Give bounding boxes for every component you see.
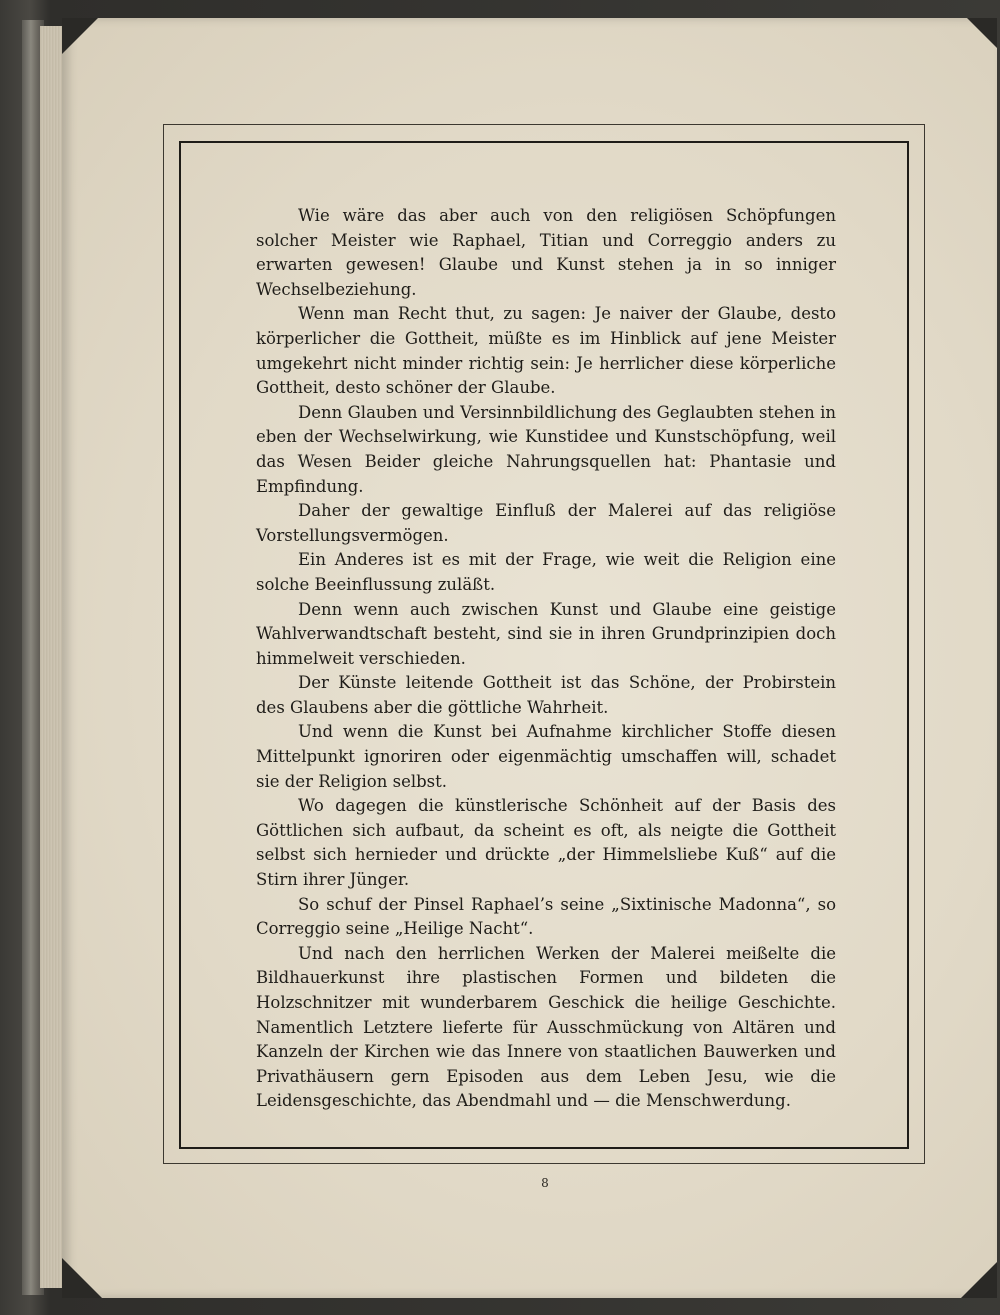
corner-protector-top-left bbox=[62, 18, 98, 54]
paragraph: Und wenn die Kunst bei Aufnahme kirchlicher Stoffe diesen Mittelpunkt ignoriren oder eigenmächtig umschaffen will, schadet sie der Religion selbst. bbox=[256, 722, 836, 791]
paragraph: Denn Glauben und Versinnbildlichung des Geglaubten stehen in eben der Wechselwirkung, wie Kunstidee und Kunstschöpfung, weil das Wesen Beider gleiche Nahrungsquellen hat: Phantasie und Empfindung. bbox=[256, 402, 836, 496]
paragraph: Wenn man Recht thut, zu sagen: Je naiver der Glaube, desto körperlicher die Gottheit, müßte es im Hinblick auf jene Meister umgekehrt nicht minder richtig sein: Je herrlicher diese körperliche Gottheit, desto schöner der Glaube. bbox=[256, 304, 836, 398]
paragraph: Wie wäre das aber auch von den religiösen Schöpfungen solcher Meister wie Raphael, Titian und Correggio anders zu erwarten gewesen! Glaube und Kunst stehen ja in so inniger Wechselbeziehung. bbox=[256, 206, 836, 299]
page-number: 8 bbox=[541, 1176, 549, 1190]
paragraph: Und nach den herrlichen Werken der Malerei meißelte die Bildhauerkunst ihre plastischen Formen und bildeten die Holzschnitzer mit wunderbarem Geschick die heilige Geschichte. Namentlich Letztere lieferte für Ausschmückung von Altären und Kanzeln der Kirchen wie das Innere von staatlichen Bauwerken und Privathäusern gern Episoden aus dem Leben Jesu, wie die Leidensgeschichte, das Abendmahl und — die Menschwerdung. bbox=[256, 943, 836, 1111]
paragraph: Der Künste leitende Gottheit ist das Schöne, der Probirstein des Glaubens aber die göttliche Wahrheit. bbox=[256, 673, 836, 717]
paragraph: So schuf der Pinsel Raphael’s seine „Sixtinische Madonna“, so Correggio seine „Heilige Nacht“. bbox=[256, 894, 836, 939]
corner-protector-bottom-left bbox=[62, 1258, 102, 1298]
corner-protector-bottom-right bbox=[961, 1262, 997, 1298]
paragraph: Denn wenn auch zwischen Kunst und Glaube eine geistige Wahlverwandtschaft besteht, sind sie in ihren Grundprinzipien doch himmelweit verschieden. bbox=[256, 599, 836, 668]
paragraph: Daher der gewaltige Einfluß der Malerei auf das religiöse Vorstellungsvermögen. bbox=[256, 501, 836, 545]
paragraph: Wo dagegen die künstlerische Schönheit auf der Basis des Göttlichen sich aufbaut, da scheint es oft, als neigte die Gottheit selbst sich hernieder und drückte „der Himmelsliebe Kuß“ auf die Stirn ihrer Jünger. bbox=[256, 796, 836, 890]
corner-protector-top-right bbox=[967, 18, 997, 48]
paragraph: Ein Anderes ist es mit der Frage, wie weit die Religion eine solche Beeinflussung zuläßt. bbox=[256, 550, 836, 594]
body-text bbox=[256, 204, 836, 1114]
